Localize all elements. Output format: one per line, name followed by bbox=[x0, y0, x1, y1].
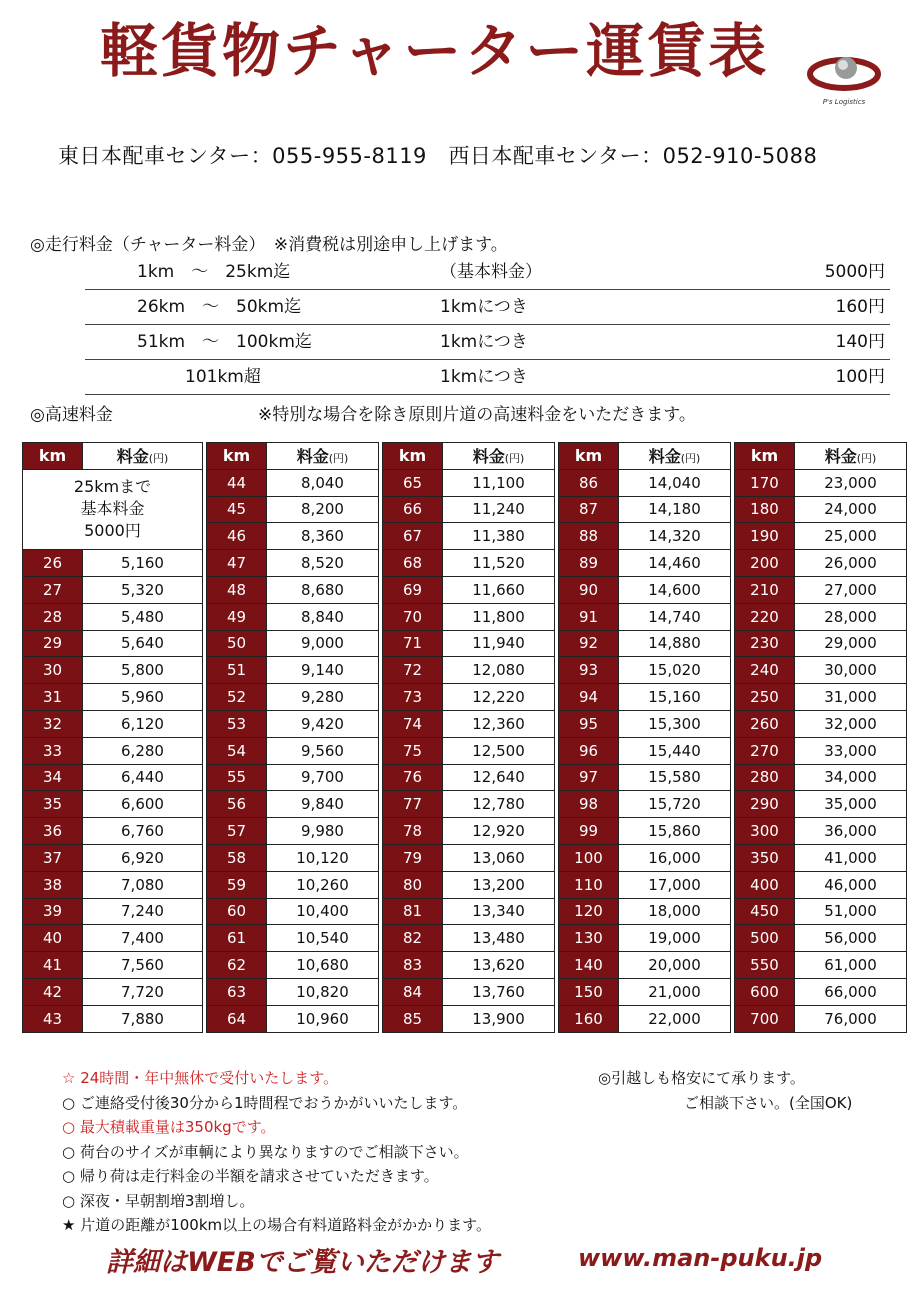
note-item: ☆ 24時間・年中無休で受付いたします。 bbox=[62, 1069, 339, 1087]
price-cell: 11,520 bbox=[443, 550, 555, 577]
note-item: ○ 荷台のサイズが車輌により異なりますのでご相談下さい。 bbox=[62, 1142, 469, 1161]
price-cell: 14,600 bbox=[619, 576, 731, 603]
price-cell: 13,060 bbox=[443, 844, 555, 871]
price-header: 料金(円) bbox=[443, 443, 555, 470]
km-cell: 75 bbox=[383, 737, 443, 764]
price-cell: 10,400 bbox=[267, 898, 379, 925]
price-cell: 15,860 bbox=[619, 818, 731, 845]
km-cell: 83 bbox=[383, 952, 443, 979]
table-row bbox=[23, 469, 907, 496]
km-cell: 53 bbox=[207, 710, 267, 737]
table-row bbox=[23, 898, 907, 925]
km-cell: 65 bbox=[383, 469, 443, 496]
contact-phones: 東日本配車センター：055-955-8119 西日本配車センター：052-910-5088 bbox=[58, 144, 818, 168]
note-item: ○ 最大積載重量は350kgです。 bbox=[62, 1118, 276, 1136]
km-cell: 450 bbox=[735, 898, 795, 925]
price-cell: 12,220 bbox=[443, 684, 555, 711]
price-cell: 23,000 bbox=[795, 469, 907, 496]
price-cell: 5,160 bbox=[83, 550, 203, 577]
price-cell: 29,000 bbox=[795, 630, 907, 657]
km-cell: 87 bbox=[559, 496, 619, 523]
km-cell: 76 bbox=[383, 764, 443, 791]
price-cell: 18,000 bbox=[619, 898, 731, 925]
price-cell: 14,320 bbox=[619, 523, 731, 550]
highway-fee-note: ※特別な場合を除き原則片道の高速料金をいただきます。 bbox=[258, 405, 696, 425]
km-cell: 67 bbox=[383, 523, 443, 550]
km-cell: 270 bbox=[735, 737, 795, 764]
km-cell: 64 bbox=[207, 1005, 267, 1032]
price-cell: 12,360 bbox=[443, 710, 555, 737]
table-row bbox=[23, 844, 907, 871]
price-cell: 11,380 bbox=[443, 523, 555, 550]
rate-row bbox=[85, 290, 890, 325]
price-cell: 13,200 bbox=[443, 871, 555, 898]
km-cell: 140 bbox=[559, 952, 619, 979]
km-cell: 500 bbox=[735, 925, 795, 952]
table-row bbox=[23, 576, 907, 603]
price-cell: 9,840 bbox=[267, 791, 379, 818]
price-cell: 16,000 bbox=[619, 844, 731, 871]
rate-price: 5000円 bbox=[824, 262, 885, 282]
km-cell: 120 bbox=[559, 898, 619, 925]
km-cell: 71 bbox=[383, 630, 443, 657]
price-cell: 6,120 bbox=[83, 710, 203, 737]
km-cell: 99 bbox=[559, 818, 619, 845]
price-cell: 11,100 bbox=[443, 469, 555, 496]
price-cell: 61,000 bbox=[795, 952, 907, 979]
km-cell: 43 bbox=[23, 1005, 83, 1032]
km-cell: 84 bbox=[383, 978, 443, 1005]
km-cell: 60 bbox=[207, 898, 267, 925]
note-item: ○ 深夜・早朝割増3割増し。 bbox=[62, 1191, 255, 1210]
price-cell: 8,680 bbox=[267, 576, 379, 603]
km-header: km bbox=[23, 443, 83, 470]
km-cell: 45 bbox=[207, 496, 267, 523]
rate-note: 1kmにつき bbox=[440, 297, 528, 317]
price-cell: 11,660 bbox=[443, 576, 555, 603]
km-cell: 35 bbox=[23, 791, 83, 818]
rate-range: 26km ～ 50km迄 bbox=[137, 297, 302, 317]
price-cell: 5,800 bbox=[83, 657, 203, 684]
km-cell: 200 bbox=[735, 550, 795, 577]
km-cell: 78 bbox=[383, 818, 443, 845]
price-cell: 27,000 bbox=[795, 576, 907, 603]
km-cell: 48 bbox=[207, 576, 267, 603]
price-cell: 36,000 bbox=[795, 818, 907, 845]
price-cell: 31,000 bbox=[795, 684, 907, 711]
km-cell: 29 bbox=[23, 630, 83, 657]
km-header: km bbox=[559, 443, 619, 470]
price-header: 料金(円) bbox=[83, 443, 203, 470]
km-cell: 98 bbox=[559, 791, 619, 818]
km-cell: 82 bbox=[383, 925, 443, 952]
km-cell: 91 bbox=[559, 603, 619, 630]
price-cell: 12,920 bbox=[443, 818, 555, 845]
price-cell: 10,960 bbox=[267, 1005, 379, 1032]
km-cell: 81 bbox=[383, 898, 443, 925]
price-cell: 14,740 bbox=[619, 603, 731, 630]
km-cell: 280 bbox=[735, 764, 795, 791]
price-cell: 66,000 bbox=[795, 978, 907, 1005]
km-cell: 160 bbox=[559, 1005, 619, 1032]
price-cell: 12,640 bbox=[443, 764, 555, 791]
km-cell: 52 bbox=[207, 684, 267, 711]
km-cell: 62 bbox=[207, 952, 267, 979]
km-cell: 37 bbox=[23, 844, 83, 871]
km-cell: 90 bbox=[559, 576, 619, 603]
km-cell: 97 bbox=[559, 764, 619, 791]
moving-note-line1: ◎引越しも格安にて承ります。 bbox=[598, 1069, 805, 1087]
table-row bbox=[23, 710, 907, 737]
price-header: 料金(円) bbox=[267, 443, 379, 470]
price-cell: 8,200 bbox=[267, 496, 379, 523]
price-cell: 14,040 bbox=[619, 469, 731, 496]
km-cell: 72 bbox=[383, 657, 443, 684]
fee-table-header bbox=[23, 443, 907, 470]
price-header: 料金(円) bbox=[619, 443, 731, 470]
price-cell: 13,620 bbox=[443, 952, 555, 979]
price-cell: 7,240 bbox=[83, 898, 203, 925]
km-cell: 79 bbox=[383, 844, 443, 871]
km-cell: 33 bbox=[23, 737, 83, 764]
km-cell: 240 bbox=[735, 657, 795, 684]
price-cell: 22,000 bbox=[619, 1005, 731, 1032]
km-cell: 700 bbox=[735, 1005, 795, 1032]
km-cell: 54 bbox=[207, 737, 267, 764]
price-cell: 9,140 bbox=[267, 657, 379, 684]
price-cell: 14,460 bbox=[619, 550, 731, 577]
table-row bbox=[23, 737, 907, 764]
rate-row bbox=[85, 360, 890, 395]
km-cell: 180 bbox=[735, 496, 795, 523]
km-cell: 260 bbox=[735, 710, 795, 737]
km-cell: 41 bbox=[23, 952, 83, 979]
price-cell: 9,560 bbox=[267, 737, 379, 764]
logo-text: P's Logistics bbox=[822, 98, 866, 106]
rate-price: 100円 bbox=[835, 367, 885, 387]
table-row bbox=[23, 871, 907, 898]
highway-fee-heading: ◎高速料金 bbox=[30, 405, 113, 425]
price-cell: 6,440 bbox=[83, 764, 203, 791]
price-cell: 7,400 bbox=[83, 925, 203, 952]
price-cell: 15,020 bbox=[619, 657, 731, 684]
price-cell: 5,960 bbox=[83, 684, 203, 711]
km-cell: 94 bbox=[559, 684, 619, 711]
price-cell: 9,420 bbox=[267, 710, 379, 737]
km-header: km bbox=[383, 443, 443, 470]
km-cell: 42 bbox=[23, 978, 83, 1005]
km-cell: 40 bbox=[23, 925, 83, 952]
company-logo bbox=[806, 50, 882, 110]
km-cell: 51 bbox=[207, 657, 267, 684]
price-cell: 5,640 bbox=[83, 630, 203, 657]
km-cell: 88 bbox=[559, 523, 619, 550]
km-cell: 190 bbox=[735, 523, 795, 550]
table-row bbox=[23, 791, 907, 818]
km-cell: 150 bbox=[559, 978, 619, 1005]
price-cell: 30,000 bbox=[795, 657, 907, 684]
rate-row bbox=[85, 325, 890, 360]
price-cell: 6,920 bbox=[83, 844, 203, 871]
price-cell: 51,000 bbox=[795, 898, 907, 925]
km-cell: 57 bbox=[207, 818, 267, 845]
price-cell: 14,880 bbox=[619, 630, 731, 657]
rate-note: （基本料金） bbox=[440, 262, 542, 282]
km-cell: 28 bbox=[23, 603, 83, 630]
table-row bbox=[23, 978, 907, 1005]
price-cell: 13,900 bbox=[443, 1005, 555, 1032]
km-cell: 220 bbox=[735, 603, 795, 630]
km-cell: 39 bbox=[23, 898, 83, 925]
km-cell: 290 bbox=[735, 791, 795, 818]
note-item: ○ ご連絡受付後30分から1時間程でおうかがいいたします。 bbox=[62, 1093, 468, 1112]
moving-note-line2: ご相談下さい。(全国OK) bbox=[684, 1093, 853, 1112]
price-cell: 33,000 bbox=[795, 737, 907, 764]
km-cell: 56 bbox=[207, 791, 267, 818]
km-cell: 31 bbox=[23, 684, 83, 711]
km-cell: 210 bbox=[735, 576, 795, 603]
km-cell: 36 bbox=[23, 818, 83, 845]
table-row bbox=[23, 630, 907, 657]
running-fee-heading: ◎走行料金（チャーター料金） ※消費税は別途申し上げます。 bbox=[30, 235, 508, 255]
km-cell: 77 bbox=[383, 791, 443, 818]
base-fee-line: 25kmまで bbox=[73, 477, 152, 497]
rate-price: 160円 bbox=[835, 297, 885, 317]
table-row bbox=[23, 818, 907, 845]
price-cell: 24,000 bbox=[795, 496, 907, 523]
km-cell: 32 bbox=[23, 710, 83, 737]
km-cell: 44 bbox=[207, 469, 267, 496]
price-cell: 7,720 bbox=[83, 978, 203, 1005]
km-cell: 93 bbox=[559, 657, 619, 684]
price-cell: 9,280 bbox=[267, 684, 379, 711]
fee-table bbox=[22, 442, 907, 1033]
rate-note: 1kmにつき bbox=[440, 367, 528, 387]
km-cell: 230 bbox=[735, 630, 795, 657]
price-cell: 12,500 bbox=[443, 737, 555, 764]
price-cell: 32,000 bbox=[795, 710, 907, 737]
price-cell: 15,440 bbox=[619, 737, 731, 764]
km-cell: 34 bbox=[23, 764, 83, 791]
base-fee-line: 基本料金 bbox=[80, 499, 145, 519]
km-cell: 170 bbox=[735, 469, 795, 496]
price-cell: 12,080 bbox=[443, 657, 555, 684]
price-cell: 13,480 bbox=[443, 925, 555, 952]
km-cell: 74 bbox=[383, 710, 443, 737]
rate-price: 140円 bbox=[835, 332, 885, 352]
km-cell: 27 bbox=[23, 576, 83, 603]
km-header: km bbox=[735, 443, 795, 470]
price-cell: 7,560 bbox=[83, 952, 203, 979]
km-cell: 47 bbox=[207, 550, 267, 577]
price-cell: 5,480 bbox=[83, 603, 203, 630]
km-cell: 55 bbox=[207, 764, 267, 791]
price-cell: 6,760 bbox=[83, 818, 203, 845]
km-cell: 85 bbox=[383, 1005, 443, 1032]
price-cell: 15,160 bbox=[619, 684, 731, 711]
base-fee-cell bbox=[23, 469, 203, 549]
price-cell: 11,240 bbox=[443, 496, 555, 523]
price-cell: 6,600 bbox=[83, 791, 203, 818]
footer-web-text: 詳細はWEBでご覧いただけます bbox=[106, 1247, 499, 1278]
price-cell: 15,580 bbox=[619, 764, 731, 791]
rate-range: 1km ～ 25km迄 bbox=[137, 262, 291, 282]
rate-range: 51km ～ 100km迄 bbox=[137, 332, 312, 352]
note-item: ★ 片道の距離が100km以上の場合有料道路料金がかかります。 bbox=[62, 1216, 491, 1234]
price-cell: 28,000 bbox=[795, 603, 907, 630]
price-cell: 15,720 bbox=[619, 791, 731, 818]
km-cell: 86 bbox=[559, 469, 619, 496]
price-cell: 56,000 bbox=[795, 925, 907, 952]
price-cell: 41,000 bbox=[795, 844, 907, 871]
price-cell: 6,280 bbox=[83, 737, 203, 764]
moving-note bbox=[598, 1066, 852, 1115]
price-cell: 35,000 bbox=[795, 791, 907, 818]
table-row bbox=[23, 925, 907, 952]
price-cell: 76,000 bbox=[795, 1005, 907, 1032]
price-cell: 13,340 bbox=[443, 898, 555, 925]
price-cell: 17,000 bbox=[619, 871, 731, 898]
km-cell: 96 bbox=[559, 737, 619, 764]
table-row bbox=[23, 603, 907, 630]
km-header: km bbox=[207, 443, 267, 470]
price-cell: 34,000 bbox=[795, 764, 907, 791]
km-cell: 49 bbox=[207, 603, 267, 630]
rate-note: 1kmにつき bbox=[440, 332, 528, 352]
km-cell: 66 bbox=[383, 496, 443, 523]
price-cell: 8,360 bbox=[267, 523, 379, 550]
table-row bbox=[23, 657, 907, 684]
km-cell: 59 bbox=[207, 871, 267, 898]
price-cell: 25,000 bbox=[795, 523, 907, 550]
km-cell: 63 bbox=[207, 978, 267, 1005]
price-cell: 11,940 bbox=[443, 630, 555, 657]
price-cell: 10,680 bbox=[267, 952, 379, 979]
km-cell: 89 bbox=[559, 550, 619, 577]
km-cell: 400 bbox=[735, 871, 795, 898]
table-row bbox=[23, 952, 907, 979]
price-cell: 10,120 bbox=[267, 844, 379, 871]
price-cell: 9,980 bbox=[267, 818, 379, 845]
price-cell: 10,540 bbox=[267, 925, 379, 952]
km-cell: 38 bbox=[23, 871, 83, 898]
price-cell: 15,300 bbox=[619, 710, 731, 737]
notes-list bbox=[62, 1066, 491, 1238]
table-row bbox=[23, 550, 907, 577]
km-cell: 80 bbox=[383, 871, 443, 898]
price-cell: 8,520 bbox=[267, 550, 379, 577]
table-row bbox=[23, 764, 907, 791]
km-cell: 58 bbox=[207, 844, 267, 871]
km-cell: 61 bbox=[207, 925, 267, 952]
km-cell: 50 bbox=[207, 630, 267, 657]
base-fee-line: 5000円 bbox=[84, 521, 141, 541]
note-item: ○ 帰り荷は走行料金の半額を請求させていただきます。 bbox=[62, 1167, 439, 1185]
km-cell: 110 bbox=[559, 871, 619, 898]
km-cell: 46 bbox=[207, 523, 267, 550]
km-cell: 130 bbox=[559, 925, 619, 952]
km-cell: 92 bbox=[559, 630, 619, 657]
price-cell: 20,000 bbox=[619, 952, 731, 979]
km-cell: 73 bbox=[383, 684, 443, 711]
price-cell: 13,760 bbox=[443, 978, 555, 1005]
km-cell: 68 bbox=[383, 550, 443, 577]
km-cell: 550 bbox=[735, 952, 795, 979]
price-cell: 12,780 bbox=[443, 791, 555, 818]
km-cell: 350 bbox=[735, 844, 795, 871]
price-cell: 8,040 bbox=[267, 469, 379, 496]
price-cell: 7,080 bbox=[83, 871, 203, 898]
price-cell: 5,320 bbox=[83, 576, 203, 603]
km-cell: 30 bbox=[23, 657, 83, 684]
price-cell: 9,700 bbox=[267, 764, 379, 791]
price-cell: 19,000 bbox=[619, 925, 731, 952]
price-cell: 10,260 bbox=[267, 871, 379, 898]
rate-row bbox=[85, 255, 890, 290]
page-title: 軽貨物チャーター運賃表 bbox=[100, 17, 770, 85]
price-cell: 46,000 bbox=[795, 871, 907, 898]
km-cell: 250 bbox=[735, 684, 795, 711]
price-cell: 10,820 bbox=[267, 978, 379, 1005]
price-cell: 9,000 bbox=[267, 630, 379, 657]
rate-range: 101km超 bbox=[185, 367, 261, 387]
table-row bbox=[23, 684, 907, 711]
km-cell: 95 bbox=[559, 710, 619, 737]
price-cell: 7,880 bbox=[83, 1005, 203, 1032]
price-cell: 26,000 bbox=[795, 550, 907, 577]
price-cell: 14,180 bbox=[619, 496, 731, 523]
km-cell: 70 bbox=[383, 603, 443, 630]
km-cell: 600 bbox=[735, 978, 795, 1005]
km-cell: 69 bbox=[383, 576, 443, 603]
km-cell: 100 bbox=[559, 844, 619, 871]
price-cell: 8,840 bbox=[267, 603, 379, 630]
footer-url-link[interactable]: www.man-puku.jp bbox=[578, 1244, 823, 1272]
price-header: 料金(円) bbox=[795, 443, 907, 470]
price-cell: 11,800 bbox=[443, 603, 555, 630]
table-row bbox=[23, 1005, 907, 1032]
price-cell: 21,000 bbox=[619, 978, 731, 1005]
km-cell: 300 bbox=[735, 818, 795, 845]
km-cell: 26 bbox=[23, 550, 83, 577]
